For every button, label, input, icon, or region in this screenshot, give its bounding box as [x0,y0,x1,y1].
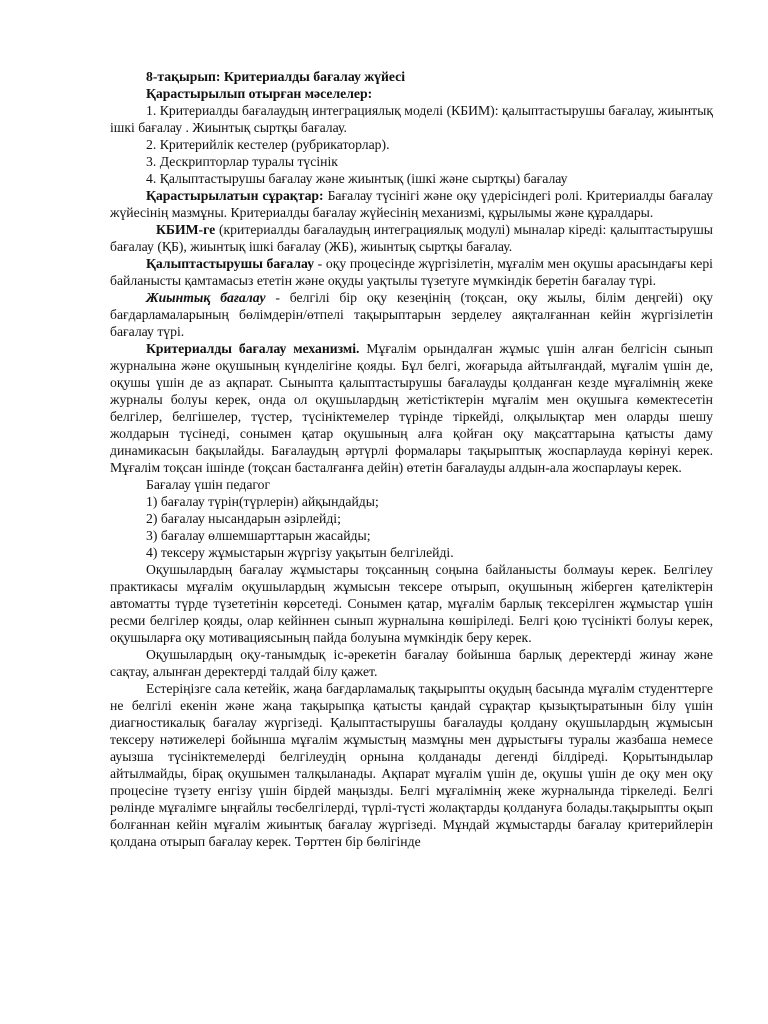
summative-paragraph [110,289,713,340]
note-paragraph: Естеріңізге сала кетейік, жаңа бағдарламалық тақырыпты оқудың басында мұғалім студенттерге не белгілі екенін және жаңа тақырыпқа қатысты қандай сұрақтар қызықтыратынын білу үшін диагностикалық бағалау жүргізеді. Қалыптастырушы бағалауды қолдану оқушылардың жұмысын тексеру нәтижелері бойынша мұғалім жұмыстың мазмұны мен дұрыстығы туралы жазбаша немесе ауызша түсініктемелерді белгілеудің орнына қолданады дегенді білдіреді. Қорытындылар айтылмайды, бірақ оқушымен талқыланады. Ақпарат мұғалім үшін де, оқушы үшін де оқу мен оқу процесіне түзету енгізу үшін бірдей маңызды. Белгі мұғалімнің жеке журналында тіркеледі. Белгі рөлінде мұғалімге ыңғайлы төсбелгілерді, түрлі-түсті жолақтарды қолдануға болады.тақырыпты оқып болғаннан кейін мұғалім жиынтық бағалау жүргізеді. Мұндай жұмыстарды бағалау критерийлерін қолдана отырып бағалау керек. Төрттен бір бөлігінде [110,681,713,849]
teacher-step-4: 4) тексеру жұмыстарын жүргізу уақытын белгілейді. [146,545,454,560]
issue-item-1: 1. Критериалды бағалаудың интеграциялық моделі (КБИМ): қалыптастырушы бағалау, жиынтық ішкі бағалау . Жиынтық сыртқы бағалау. [110,103,713,135]
kbim-label: КБИМ-ге [156,222,216,237]
kbim-paragraph [110,221,713,255]
teacher-step-2: 2) бағалау нысандарын әзірлейді; [146,511,341,526]
document-title [110,68,713,85]
issues-heading [110,85,713,102]
questions-label: Қарастырылатын сұрақтар: [146,188,324,203]
questions-paragraph [110,187,713,221]
mechanism-label: Критериалды бағалау механизмі. [146,341,360,356]
issue-item-3: 3. Дескрипторлар туралы түсінік [146,154,338,169]
kbim-text: (критериалды бағалаудың интеграциялық модулі) мыналар кіреді: қалыптастырушы бағалау (ҚБ), жиынтық ішкі бағалау (ЖБ), жиынтық сыртқы бағалау. [110,222,713,254]
mechanism-text: Мұғалім орындалған жұмыс үшін алған белгісін сынып журналына және оқушының күнделігіне қояды. Бұл белгі, жоғарыда айтылғандай, мұғалім үшін де, оқушы үшін де аз ақпарат. Сыныпта қалыптастырушы бағалауды қолданған кезде мұғалімнің жеке журналы болуы керек, онда ол оқушылардың жетістіктерін мұғалім мен оқушыға көмектесетін белгілер, белгішелер, түстер, түсініктемелер түрінде тіркейді, олқылықтар мен оларды шешу жолдарын түсінеді, сонымен қатар оқушының алға қойған оқу мақсаттарына қатысты даму динамикасын бақылайды. Бағалаудың әртүрлі формалары тақырыптық жоспарлауда көрінуі керек. Мұғалім тоқсан ішінде (тоқсан басталғанға дейін) өтетін бағалауды алдын-ала жоспарлауы керек. [110,341,713,475]
mechanism-paragraph [110,340,713,476]
formative-paragraph [110,255,713,289]
formative-text: - оқу процесінде жүргізілетін, мұғалім мен оқушы арасындағы кері байланысты қамтамасыз ететін және оқуды уақтылы түзетуге мүмкіндік беретін бағалау түрі. [110,256,713,288]
issue-item-2: 2. Критерийлік кестелер (рубрикаторлар). [146,137,390,152]
work-paragraph: Оқушылардың бағалау жұмыстары тоқсанның соңына байланысты болмауы керек. Белгілеу практикасы мұғалім оқушылардың жұмысын тексере отырып, оқушының жіберген қателіктерін автоматты түрде түзететінін көрсетеді. Сонымен қатар, мұғалім барлық тексерілген жұмыстар үшін ресми белгілер қояды, олар кейіннен сынып журналына көшіріледі. Белгі қою түсінікті болуы керек, оқушыларға оқу мотивациясының пайда болуына мүмкіндік беру керек. [110,562,713,645]
issue-item-4: 4. Қалыптастырушы бағалау және жиынтық (ішкі және сыртқы) бағалау [146,171,568,186]
teacher-step-3: 3) бағалау өлшемшарттарын жасайды; [146,528,371,543]
summative-label: Жиынтық бағалау [146,290,266,305]
issues-heading-text: Қарастырылып отырған мәселелер: [146,86,373,101]
teacher-step-1: 1) бағалау түрін(түрлерін) айқындайды; [146,494,379,509]
summative-text: - белгілі бір оқу кезеңінің (тоқсан, оқу жылы, білім деңгейі) оқу бағдарламаларының бөлімдерін/өтпелі тақырыптарын зерделеу аяқталғаннан кейін жүргізілетін бағалау түрі. [110,290,713,339]
formative-label: Қалыптастырушы бағалау [146,256,315,271]
title-text: 8-тақырып: Критериалды бағалау жүйесі [146,69,406,84]
collect-paragraph: Оқушылардың оқу-танымдық іс-әрекетін бағалау бойынша барлық деректерді жинау және сақтау, алынған деректерді талдай білу қажет. [110,647,713,679]
questions-text: Бағалау түсінігі және оқу үдерісіндегі ролі. Критериалды бағалау жүйесінің мазмұны. Критериалды бағалау жүйесінің механизмі, құрылымы және құралдары. [110,188,713,220]
teacher-intro: Бағалау үшін педагог [146,477,271,492]
document-page [110,68,713,850]
